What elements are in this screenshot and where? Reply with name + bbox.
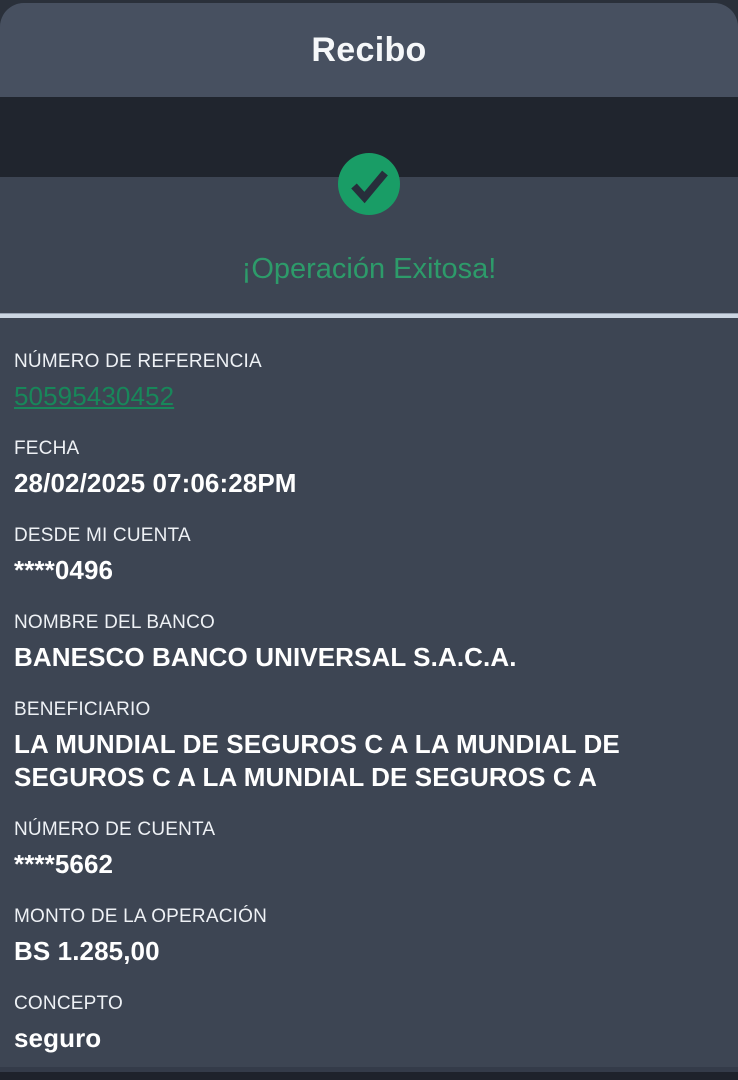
- field-label: DESDE MI CUENTA: [14, 525, 191, 546]
- field-label: NÚMERO DE CUENTA: [14, 819, 216, 840]
- field-from-account: [14, 524, 724, 587]
- fields-section: [0, 318, 738, 1063]
- field-value: BANESCO BANCO UNIVERSAL S.A.C.A.: [14, 642, 517, 672]
- field-reference: [14, 350, 724, 413]
- success-section: [0, 177, 738, 313]
- field-label: CONCEPTO: [14, 993, 123, 1014]
- field-label: NOMBRE DEL BANCO: [14, 612, 215, 633]
- title-bar: [0, 3, 738, 97]
- receipt-card: [0, 3, 738, 1080]
- field-value: 28/02/2025 07:06:28PM: [14, 468, 297, 498]
- success-message: ¡Operación Exitosa!: [241, 253, 497, 285]
- field-concept: [14, 992, 724, 1055]
- bottom-bar: [0, 1072, 738, 1080]
- field-value: LA MUNDIAL DE SEGUROS C A LA MUNDIAL DE SEGUROS C A LA MUNDIAL DE SEGUROS C A: [14, 729, 620, 792]
- field-date: [14, 437, 724, 500]
- field-value: seguro: [14, 1023, 102, 1053]
- field-label: MONTO DE LA OPERACIÓN: [14, 906, 268, 927]
- field-account-number: [14, 818, 724, 881]
- field-label: BENEFICIARIO: [14, 699, 151, 720]
- reference-link[interactable]: 50595430452: [14, 381, 175, 411]
- field-value: BS 1.285,00: [14, 936, 160, 966]
- field-value: ****5662: [14, 849, 114, 879]
- check-circle-icon: [338, 153, 400, 215]
- page-title: Recibo: [311, 30, 427, 69]
- field-label: FECHA: [14, 438, 80, 459]
- field-value: ****0496: [14, 555, 114, 585]
- field-bank-name: [14, 611, 724, 674]
- field-amount: [14, 905, 724, 968]
- field-beneficiary: [14, 698, 724, 794]
- field-label: NÚMERO DE REFERENCIA: [14, 351, 262, 372]
